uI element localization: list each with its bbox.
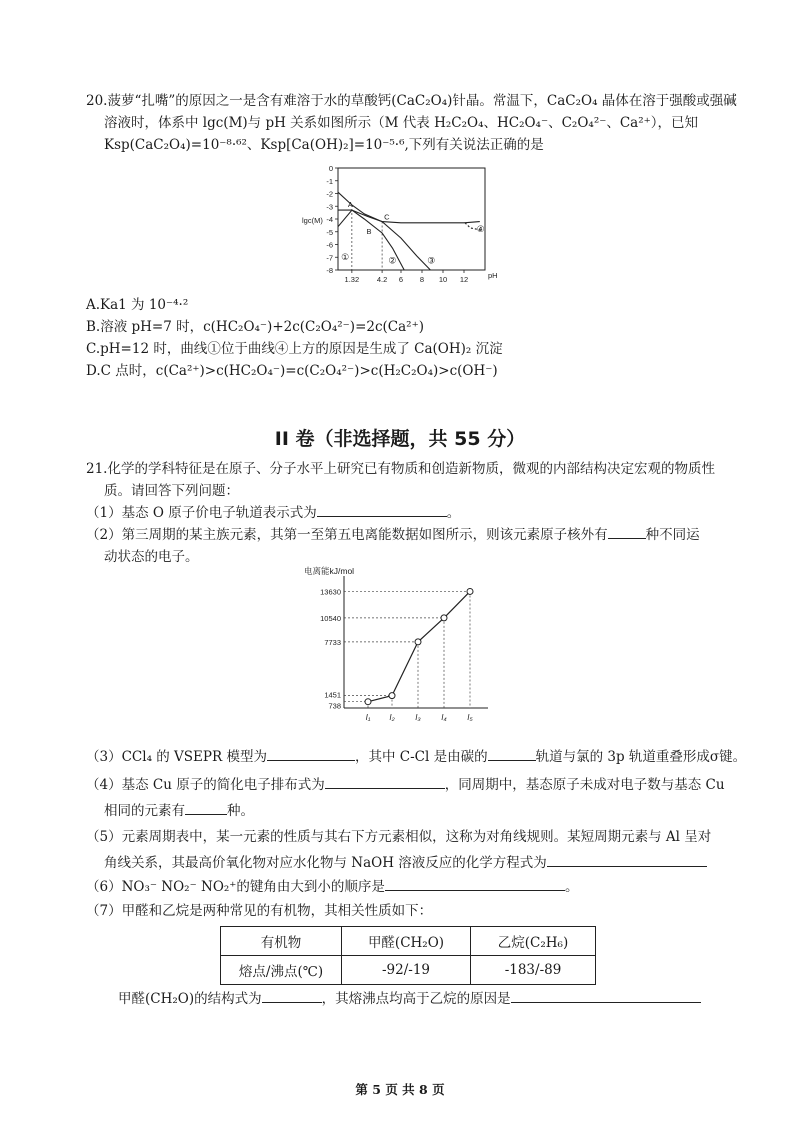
energy-line <box>368 591 470 701</box>
answer-blank-5[interactable] <box>547 852 707 867</box>
y-tick-label: -8 <box>326 266 333 275</box>
x-tick-label: 12 <box>459 275 469 284</box>
q21-part-3-text-c: 轨道与氯的 3p 轨道重叠形成σ键。 <box>535 749 747 765</box>
q21-part-4-text-a: （4）基态 Cu 原子的简化电子排布式为 <box>86 777 325 793</box>
answer-blank-7a[interactable] <box>262 988 322 1003</box>
answer-blank-4b[interactable] <box>185 800 227 815</box>
y-axis-label: 电离能kJ/mol <box>304 566 355 576</box>
q21-part-7-text-c: ，其熔沸点均高于乙烷的原因是 <box>321 991 511 1007</box>
q21-part-2-text: （2）第三周期的某主族元素，其第一至第五电离能数据如图所示，则该元素原子核外有 <box>86 527 608 543</box>
y-tick-label: -6 <box>326 240 333 250</box>
q21-part-2-end: 种不同运 <box>645 527 700 543</box>
q21-part-7-cont <box>118 988 740 1010</box>
q20-option-d: D.C 点时，c(Ca²⁺)>c(HC₂O₄⁻)=c(C₂O₄²⁻)>c(H₂C₂O₄)>c(OH⁻) <box>86 363 498 379</box>
x-tick-label: I₁ <box>365 713 371 722</box>
q21-part-5: （5）元素周期表中，某一元素的性质与其右下方元素相似，这称为对角线规则。某短周期元素与 Al 呈对 <box>86 829 712 845</box>
q21-part-6-end: 。 <box>564 879 579 895</box>
answer-blank-3b[interactable] <box>488 746 536 761</box>
x-tick-label: I₂ <box>389 713 395 722</box>
ionization-energy-chart <box>296 566 496 738</box>
x-tick-label: 6 <box>398 275 404 284</box>
q20-option-a: A.Ka1 为 10⁻⁴·² <box>86 297 189 313</box>
x-tick-label: 4.2 <box>376 275 388 284</box>
table-cell: 熔点/沸点(℃) <box>221 956 342 985</box>
q21-part-5-cont <box>104 852 740 874</box>
y-tick-label: -5 <box>326 227 333 237</box>
answer-blank-1[interactable] <box>317 502 447 517</box>
q21-part-2 <box>86 524 740 546</box>
y-axis-label: lgc(M) <box>302 215 323 225</box>
data-point <box>441 615 447 621</box>
q21-part-6 <box>86 876 740 898</box>
table-cell: -92/-19 <box>342 956 471 985</box>
y-tick-label: 7733 <box>324 637 341 647</box>
y-tick-label: -2 <box>326 189 333 199</box>
q21-part-6-text: （6）NO₃⁻ NO₂⁻ NO₂⁺的键角由大到小的顺序是 <box>86 879 385 895</box>
y-tick-label: 1451 <box>324 690 341 700</box>
q20-option-c: C.pH=12 时，曲线①位于曲线④上方的原因是生成了 Ca(OH)₂ 沉淀 <box>86 341 503 357</box>
table-cell: -183/-89 <box>471 956 596 985</box>
q21-part-1 <box>86 502 740 524</box>
x-tick-label: I₅ <box>467 713 473 722</box>
x-axis-label: pH <box>488 271 498 280</box>
q21-intro-1: 21.化学的学科特征是在原子、分子水平上研究已有物质和创造新物质，微观的内部结构决定宏观的物质性 <box>86 461 715 477</box>
properties-table <box>220 926 596 985</box>
answer-blank-6[interactable] <box>385 876 565 891</box>
table-header-cell: 乙烷(C₂H₆) <box>471 927 596 956</box>
q21-intro-2: 质。请回答下列问题： <box>104 483 239 499</box>
q21-part-7: （7）甲醛和乙烷是两种常见的有机物，其相关性质如下： <box>86 903 433 919</box>
answer-blank-2[interactable] <box>608 524 646 539</box>
curve-label: ① <box>341 251 350 262</box>
q21-part-4-cont <box>104 800 740 822</box>
q21-part-5-text-b: 角线关系，其最高价氧化物对应水化物与 NaOH 溶液反应的化学方程式为 <box>104 855 547 871</box>
series-line-1 <box>338 192 480 223</box>
x-tick-label: 1.32 <box>344 275 360 284</box>
q21-part-1-end: 。 <box>446 505 461 521</box>
curve-label: ④ <box>476 223 485 234</box>
q21-part-3-text-b: ，其中 C-Cl 是由碳的 <box>354 749 488 765</box>
data-point <box>467 588 473 594</box>
q21-part-3 <box>86 746 747 768</box>
point-label: A <box>347 200 353 210</box>
y-tick-label: 10540 <box>320 613 341 623</box>
x-tick-label: I₃ <box>415 713 421 722</box>
answer-blank-7b[interactable] <box>511 988 701 1003</box>
curve-label: ② <box>388 255 397 266</box>
q21-part-4 <box>86 774 740 796</box>
x-tick-label: 10 <box>438 275 448 284</box>
q21-part-4-text-b: ，同周期中，基态原子未成对电子数与基态 Cu <box>444 777 725 793</box>
answer-blank-3a[interactable] <box>267 746 355 761</box>
table-header-row <box>221 927 596 956</box>
y-tick-label: -1 <box>326 176 333 186</box>
q21-part-1-text: （1）基态 O 原子价电子轨道表示式为 <box>86 505 317 521</box>
lgc-ph-chart <box>300 158 510 293</box>
q20-line-2: 溶液时，体系中 lgc(M)与 pH 关系如图所示（M 代表 H₂C₂O₄、HC₂O₄⁻、C₂O₄²⁻、Ca²⁺），已知 <box>104 115 699 131</box>
y-tick-label: 13630 <box>320 587 341 597</box>
q21-part-4-text-c: 相同的元素有 <box>104 803 185 819</box>
answer-blank-4a[interactable] <box>325 774 445 789</box>
page-footer: 第 5 页 共 8 页 <box>355 1082 445 1097</box>
data-point <box>415 639 421 645</box>
section-2-title: II 卷（非选择题，共 55 分） <box>274 428 526 450</box>
table-header-cell: 有机物 <box>221 927 342 956</box>
point-label: B <box>366 227 372 237</box>
y-tick-label: -7 <box>326 253 333 263</box>
table-header-cell: 甲醛(CH₂O) <box>342 927 471 956</box>
q21-part-4-text-d: 种。 <box>227 803 254 819</box>
x-tick-label: 8 <box>419 275 425 284</box>
y-tick-label: 0 <box>328 164 333 173</box>
q21-part-2-cont: 动状态的电子。 <box>104 549 199 565</box>
q21-part-3-text-a: （3）CCl₄ 的 VSEPR 模型为 <box>86 749 267 765</box>
plot-frame <box>338 168 485 270</box>
y-tick-label: 738 <box>328 701 341 711</box>
point-label: C <box>384 212 390 222</box>
x-tick-label: I₄ <box>441 713 447 722</box>
curve-label: ③ <box>427 255 436 266</box>
data-point <box>389 693 395 699</box>
q20-option-b: B.溶液 pH=7 时，c(HC₂O₄⁻)+2c(C₂O₄²⁻)=2c(Ca²⁺) <box>86 319 424 335</box>
q21-part-7-text-b: 甲醛(CH₂O)的结构式为 <box>118 991 262 1007</box>
q20-line-3: Ksp(CaC₂O₄)=10⁻⁸·⁶²、Ksp[Ca(OH)₂]=10⁻⁵·⁶,下列有关说法正确的是 <box>104 137 544 153</box>
y-tick-label: -4 <box>326 215 333 224</box>
y-tick-label: -3 <box>326 202 333 212</box>
table-row <box>221 956 596 985</box>
q20-line-1: 20.菠萝“扎嘴”的原因之一是含有难溶于水的草酸钙(CaC₂O₄)针晶。常温下，CaC₂O₄ 晶体在溶于强酸或强碱 <box>86 93 737 109</box>
data-point <box>365 699 371 705</box>
